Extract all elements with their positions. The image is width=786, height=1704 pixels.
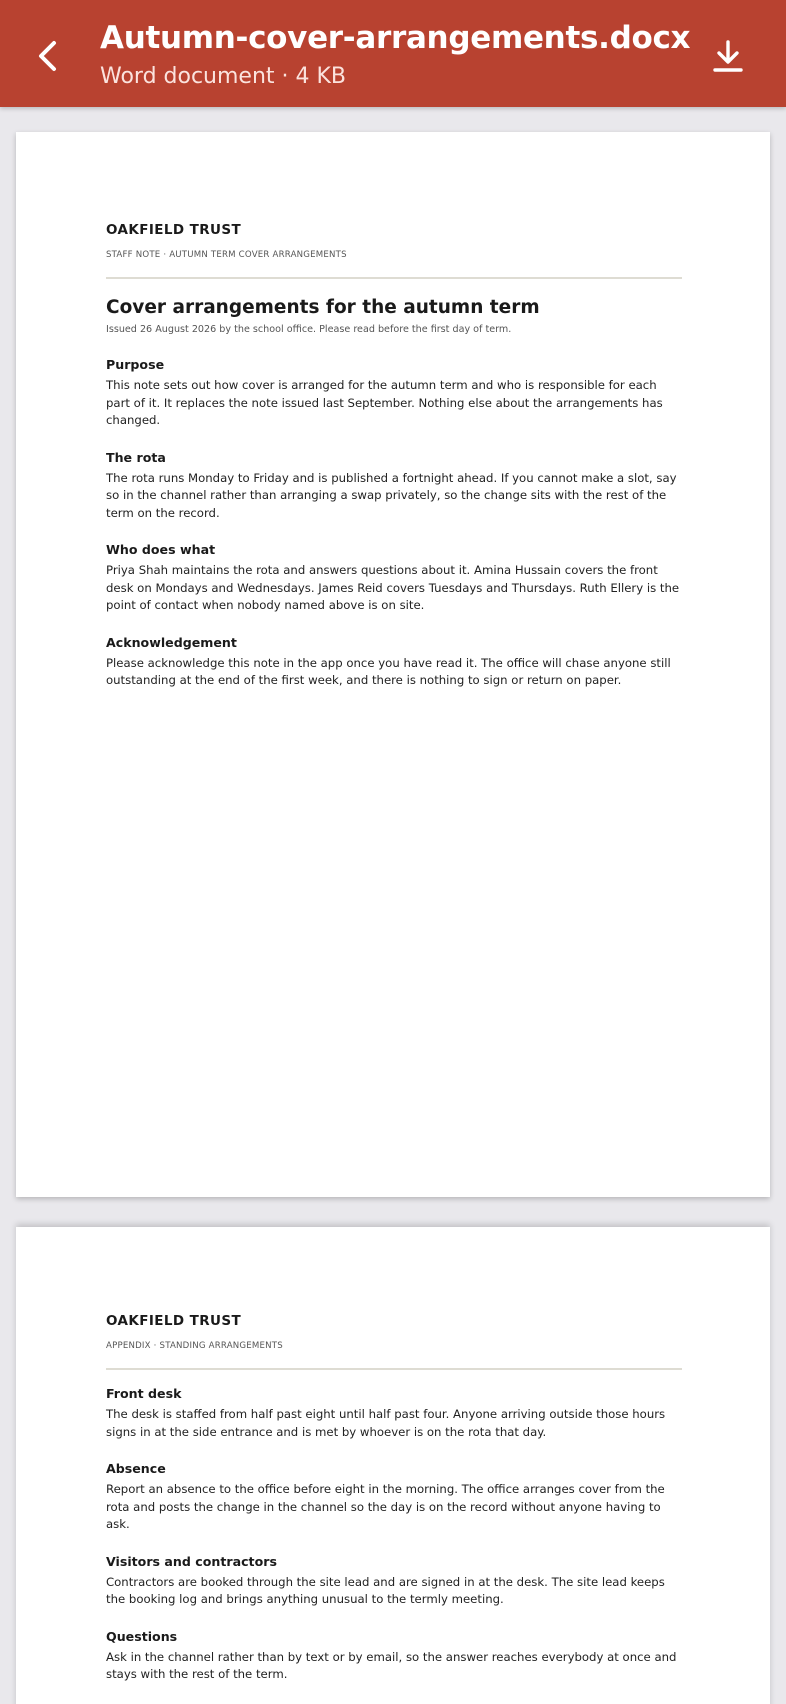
section-body-questions: Ask in the channel rather than by text or by email, so the answer reaches everybody at once and stays with the rest of the term. bbox=[106, 1649, 677, 1681]
section-title-rota: The rota bbox=[106, 449, 166, 465]
section-body-acknowledgement: Please acknowledge this note in the app once you have read it. The office will chase anyone still outstanding at the end of the first week, and there is nothing to sign or return on paper. bbox=[106, 655, 671, 687]
section-body-absence: Report an absence to the office before eight in the morning. The office arranges cover from the rota and posts the change in the channel so the day is on the record without anyone having to ask. bbox=[106, 1482, 665, 1531]
header-divider bbox=[106, 1368, 682, 1370]
download-icon bbox=[711, 39, 745, 73]
section-title-visitors: Visitors and contractors bbox=[106, 1553, 277, 1569]
document-title: Autumn-cover-arrangements.docx bbox=[100, 20, 690, 56]
org-name: OAKFIELD TRUST bbox=[106, 222, 242, 238]
chevron-left-icon bbox=[33, 39, 63, 73]
section-body-purpose: This note sets out how cover is arranged for the autumn term and who is responsible for each part of it. It replaces the note issued last September. Nothing else about the arrangements has changed. bbox=[106, 378, 663, 427]
page-2-content bbox=[106, 1313, 682, 1684]
section-title-acknowledgement: Acknowledgement bbox=[106, 634, 237, 650]
page-1-content bbox=[106, 222, 682, 690]
section-title-front-desk: Front desk bbox=[106, 1386, 182, 1401]
document-heading: Cover arrangements for the autumn term bbox=[106, 297, 540, 318]
org-name: OAKFIELD TRUST bbox=[106, 1313, 242, 1329]
document-page-1 bbox=[16, 132, 770, 1197]
section-body-who-does-what: Priya Shah maintains the rota and answers questions about it. Amina Hussain covers the front desk on Mondays and Wednesdays. James Reid covers Tuesdays and Thursdays. Ruth Ellery is the point of contact when nobody named above is on site. bbox=[106, 563, 680, 612]
section-body-visitors: Contractors are booked through the site lead and are signed in at the desk. The site lead keeps the booking log and brings anything unusual to the termly meeting. bbox=[106, 1574, 665, 1606]
page-kicker: STAFF NOTE · AUTUMN TERM COVER ARRANGEMENTS bbox=[106, 250, 347, 260]
section-title-absence: Absence bbox=[106, 1461, 166, 1476]
section-title-purpose: Purpose bbox=[106, 357, 165, 372]
app-bar bbox=[0, 0, 786, 107]
section-title-who-does-what: Who does what bbox=[106, 542, 216, 557]
back-button[interactable] bbox=[22, 30, 74, 82]
section-body-rota: The rota runs Monday to Friday and is published a fortnight ahead. If you cannot make a slot, say so in the channel rather than arranging a swap privately, so the change sits with the rest of the term on the record. bbox=[106, 470, 677, 520]
issued-line: Issued 26 August 2026 by the school office. Please read before the first day of term. bbox=[106, 324, 512, 335]
section-body-front-desk: The desk is staffed from half past eight until half past four. Anyone arriving outside those hours signs in at the side entrance and is met by whoever is on the rota that day. bbox=[106, 1407, 666, 1439]
document-viewer[interactable] bbox=[0, 107, 786, 1704]
section-title-questions: Questions bbox=[106, 1628, 178, 1644]
document-page-2 bbox=[16, 1227, 770, 1704]
document-subtitle: Word document · 4 KB bbox=[100, 64, 347, 89]
page-kicker: APPENDIX · STANDING ARRANGEMENTS bbox=[106, 1341, 283, 1351]
header-divider bbox=[106, 277, 682, 279]
download-button[interactable] bbox=[700, 30, 756, 82]
